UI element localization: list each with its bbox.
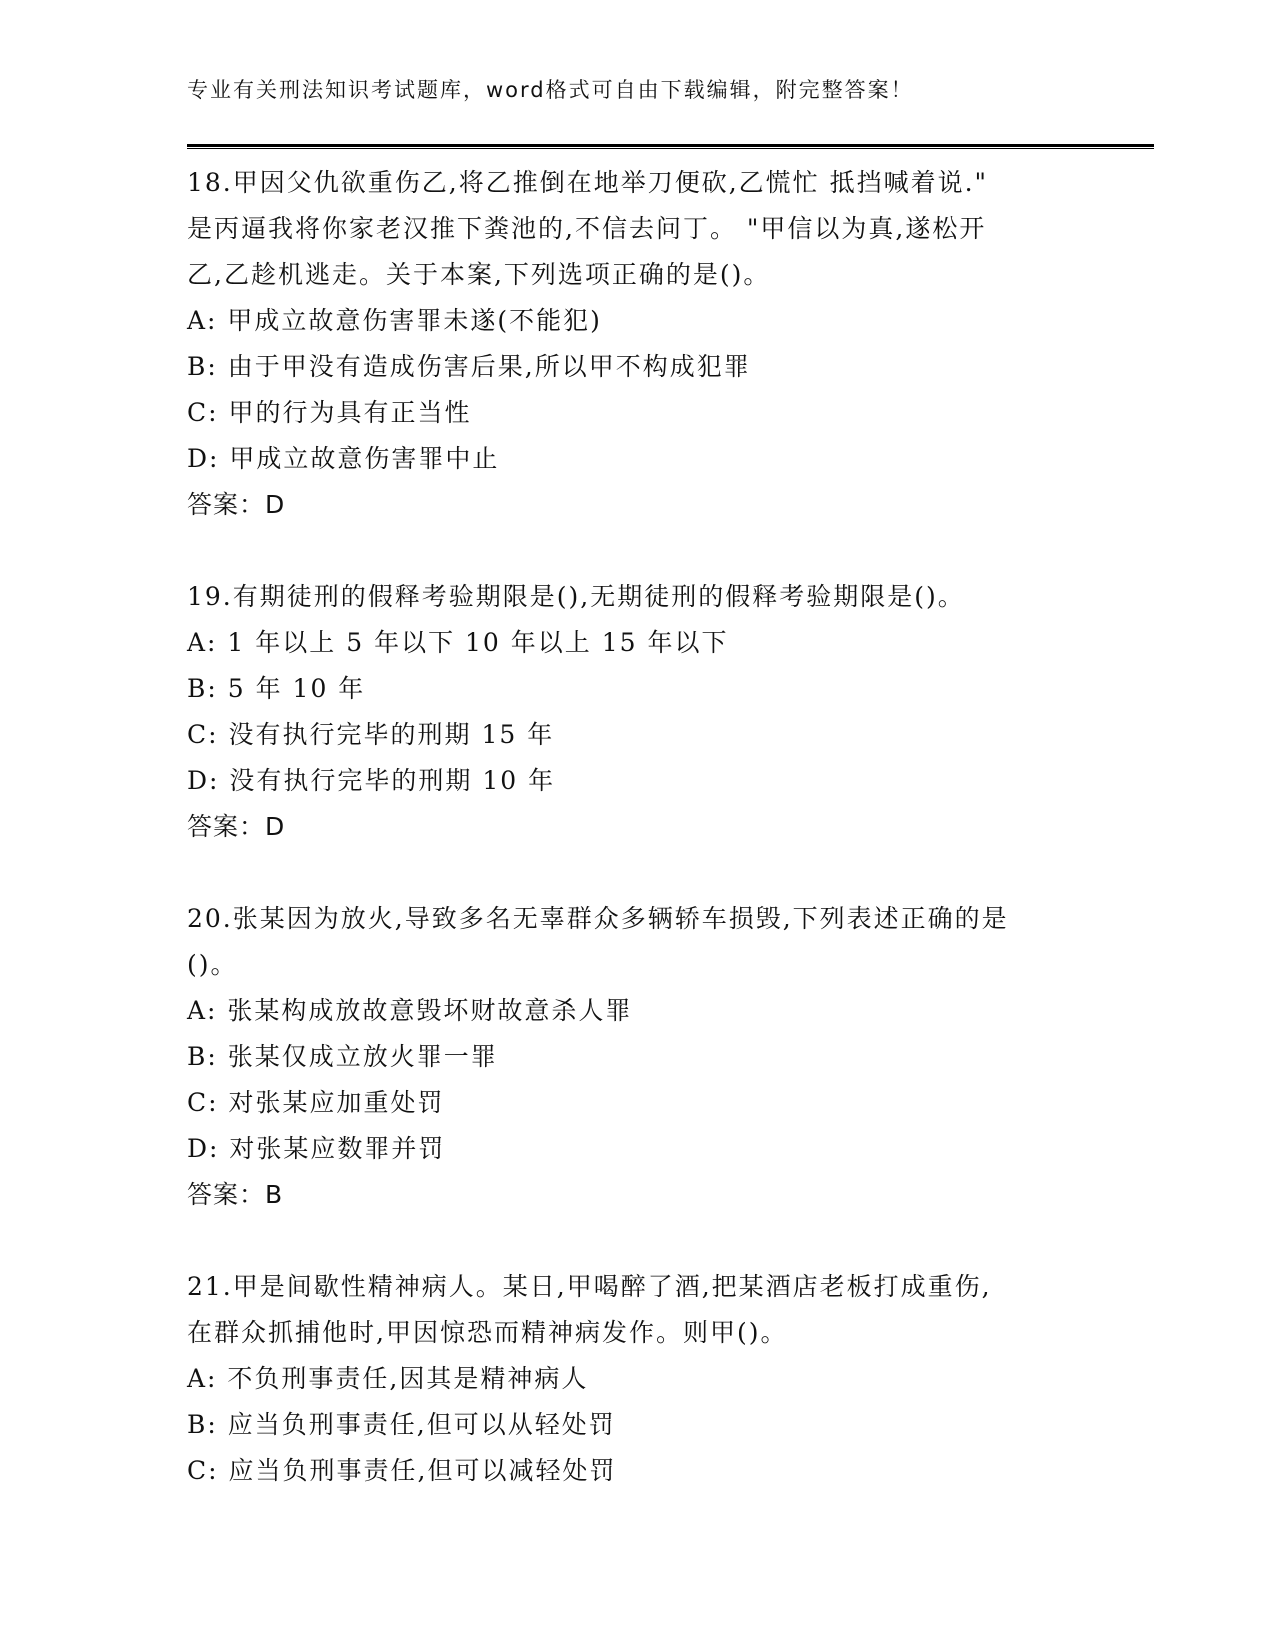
answer-label: 答案：D: [187, 490, 286, 519]
option-c: C: 应当负刑事责任,但可以减轻处罚: [187, 1456, 617, 1485]
option-a: A: 张某构成放故意毁坏财故意杀人罪: [187, 996, 633, 1025]
question-stem-line: 乙,乙趁机逃走。关于本案,下列选项正确的是()。: [187, 260, 771, 289]
option-a: A: 1 年以上 5 年以下 10 年以上 15 年以下: [187, 628, 729, 657]
option-d: D: 甲成立故意伤害罪中止: [187, 444, 500, 473]
page-header: 专业有关刑法知识考试题库，word格式可自由下载编辑，附完整答案！: [187, 78, 914, 102]
question-stem-line: ()。: [187, 950, 238, 979]
question-stem-line: 21.甲是间歇性精神病人。某日,甲喝醉了酒,把某酒店老板打成重伤,: [187, 1272, 992, 1301]
option-d: D: 对张某应数罪并罚: [187, 1134, 446, 1163]
option-b: B: 张某仅成立放火罪一罪: [187, 1042, 498, 1071]
option-c: C: 对张某应加重处罚: [187, 1088, 445, 1117]
question-stem-line: 18.甲因父仇欲重伤乙,将乙推倒在地举刀便砍,乙慌忙 抵挡喊着说.": [187, 168, 989, 197]
question-21: [187, 1264, 1107, 1494]
question-stem-line: 20.张某因为放火,导致多名无辜群众多辆轿车损毁,下列表述正确的是: [187, 904, 1009, 933]
question-stem-line: 19.有期徒刑的假释考验期限是(),无期徒刑的假释考验期限是()。: [187, 582, 965, 611]
answer-label: 答案：B: [187, 1180, 284, 1209]
question-20: [187, 896, 1107, 1218]
option-c: C: 没有执行完毕的刑期 15 年: [187, 720, 555, 749]
option-d: D: 没有执行完毕的刑期 10 年: [187, 766, 556, 795]
answer-label: 答案：D: [187, 812, 286, 841]
question-18: [187, 160, 1107, 528]
question-19: [187, 574, 1107, 850]
option-a: A: 甲成立故意伤害罪未遂(不能犯): [187, 306, 602, 335]
option-b: B: 应当负刑事责任,但可以从轻处罚: [187, 1410, 616, 1439]
question-list: [187, 160, 1107, 1540]
question-stem-line: 是丙逼我将你家老汉推下粪池的,不信去问丁。 "甲信以为真,遂松开: [187, 214, 987, 243]
option-a: A: 不负刑事责任,因其是精神病人: [187, 1364, 589, 1393]
option-b: B: 由于甲没有造成伤害后果,所以甲不构成犯罪: [187, 352, 751, 381]
option-c: C: 甲的行为具有正当性: [187, 398, 472, 427]
question-stem-line: 在群众抓捕他时,甲因惊恐而精神病发作。则甲()。: [187, 1318, 788, 1347]
option-b: B: 5 年 10 年: [187, 674, 366, 703]
header-divider: [187, 144, 1154, 149]
